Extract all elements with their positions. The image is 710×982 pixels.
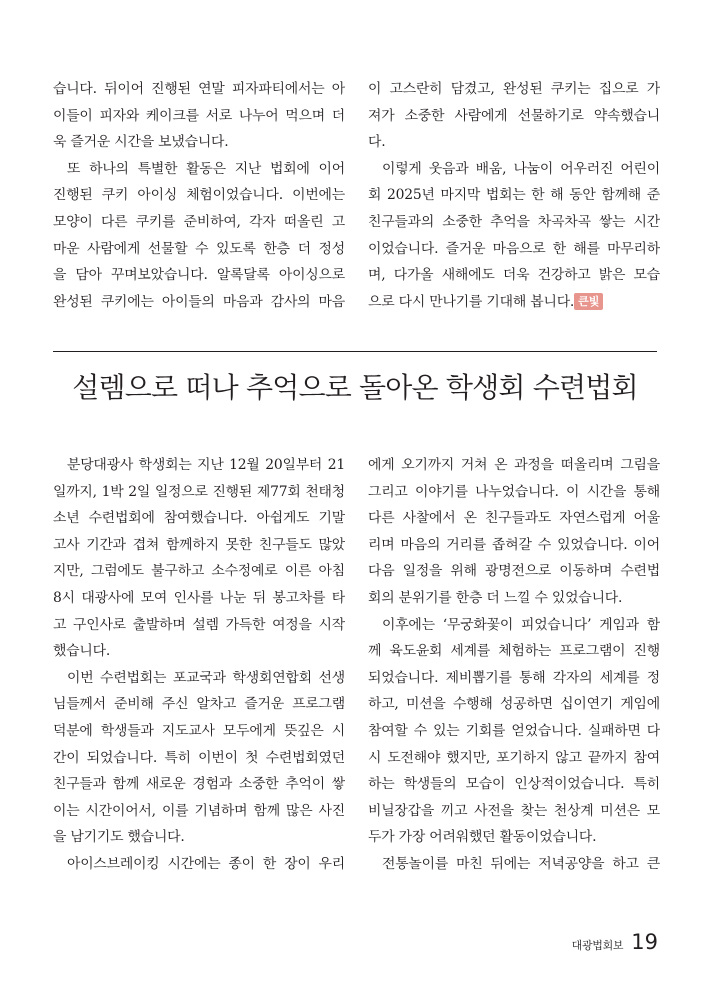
text-line-content: 으로 다시 만나기를 기대해 봅니다. <box>368 293 575 310</box>
text-line: 두가 가장 어려워했던 활동이었습니다. <box>368 829 597 846</box>
text-line: 습니다. 뒤이어 진행된 연말 피자파티에서는 아 <box>53 81 345 97</box>
text-line: 참여할 수 있는 기회를 얻었습니다. 실패하면 다 <box>368 722 660 739</box>
text-line: 회 2025년 마지막 법회는 한 해 동안 함께해 준 <box>368 187 660 204</box>
text-line: 다. <box>368 134 386 151</box>
text-line: 을 남기기도 했습니다. <box>53 829 185 846</box>
text-line: 이 고스란히 담겼고, 완성된 쿠키는 집으로 가 <box>368 81 660 97</box>
page-footer <box>572 930 658 960</box>
text-line: 또 하나의 특별한 활동은 지난 법회에 이어 <box>67 160 345 177</box>
text-line: 시 도전해야 했지만, 포기하지 않고 끝까지 참여 <box>368 749 660 766</box>
text-line: 완성된 쿠키에는 아이들의 마음과 감사의 마음 <box>53 293 345 310</box>
text-line: 소년 수련법회에 참여했습니다. 아쉽게도 기말 <box>53 510 345 527</box>
text-line: 다음 일정을 위해 광명전으로 이동하며 수련법 <box>368 563 660 580</box>
text-line: 모양이 다른 쿠키를 준비하여, 각자 떠올린 고 <box>53 213 345 230</box>
text-line: 친구들과 함께 새로운 경험과 소중한 추억이 쌓 <box>53 776 345 793</box>
text-line: 분당대광사 학생회는 지난 12월 20일부터 21 <box>67 457 345 473</box>
text-line: 비닐장갑을 끼고 사전을 찾는 천상계 미션은 모 <box>368 802 660 819</box>
text-line: 욱 즐거운 시간을 보냈습니다. <box>53 134 229 151</box>
text-line: 며, 다가올 새해에도 더욱 건강하고 밝은 모습 <box>368 267 660 284</box>
text-line: 간이 되었습니다. 특히 이번이 첫 수련법회였던 <box>53 749 345 766</box>
text-line: 에게 오기까지 거쳐 온 과정을 떠올리며 그림을 <box>368 457 660 473</box>
end-mark-badge: 큰빛 <box>574 293 603 310</box>
text-line: 친구들과의 소중한 추억을 차곡차곡 쌓는 시간 <box>368 213 660 230</box>
text-line: 님들께서 준비해 주신 알차고 즐거운 프로그램 <box>53 696 345 713</box>
section-divider <box>53 351 657 352</box>
text-line: 을 담아 꾸며보았습니다. 알록달록 아이싱으로 <box>53 267 345 284</box>
article-left-column <box>53 452 345 878</box>
publication-name: 대광법회보 <box>571 939 624 952</box>
text-line: 져가 소중한 사람에게 선물하기로 약속했습니 <box>368 107 660 124</box>
text-line: 이렇게 웃음과 배움, 나눔이 어우러진 어린이 <box>382 160 660 177</box>
text-line: 하고, 미션을 수행해 성공하면 십이연기 게임에 <box>368 696 660 713</box>
article-right-column <box>368 452 660 878</box>
text-line: 이는 시간이어서, 이를 기념하며 함께 많은 사진 <box>53 802 345 819</box>
text-line: 이들이 피자와 케이크를 서로 나누어 먹으며 더 <box>53 107 345 124</box>
text-line <box>368 289 660 316</box>
article-title: 설렘으로 떠나 추억으로 돌아온 학생회 수련법회 <box>72 371 638 404</box>
text-line: 이후에는 ‘무궁화꽃이 피었습니다’ 게임과 함 <box>382 616 660 633</box>
text-line: 지만, 그럼에도 불구하고 소수정예로 이른 아침 <box>53 563 345 580</box>
text-line: 고사 기간과 겹쳐 함께하지 못한 친구들도 많았 <box>53 536 345 553</box>
text-line: 리며 마음의 거리를 좁혀갈 수 있었습니다. 이어 <box>368 536 660 553</box>
text-line: 이었습니다. 즐거운 마음으로 한 해를 마무리하 <box>368 240 660 257</box>
text-line: 되었습니다. 제비뽑기를 통해 각자의 세계를 정 <box>368 669 660 686</box>
top-left-column <box>53 76 345 315</box>
text-line: 8시 대광사에 모여 인사를 나눈 뒤 봉고차를 타 <box>53 589 345 606</box>
text-line: 진행된 쿠키 아이싱 체험이었습니다. 이번에는 <box>53 187 345 204</box>
text-line: 하는 학생들의 모습이 인상적이었습니다. 특히 <box>368 776 660 793</box>
text-line: 아이스브레이킹 시간에는 종이 한 장이 우리 <box>67 855 345 872</box>
text-line: 그리고 이야기를 나누었습니다. 이 시간을 통해 <box>368 483 660 500</box>
text-line: 다른 사찰에서 온 친구들과도 자연스럽게 어울 <box>368 510 660 527</box>
text-line: 고 구인사로 출발하며 설렘 가득한 여정을 시작 <box>53 616 345 633</box>
text-line: 마운 사람에게 선물할 수 있도록 한층 더 정성 <box>53 240 345 257</box>
top-right-column <box>368 76 660 315</box>
text-line: 덕분에 학생들과 지도교사 모두에게 뜻깊은 시 <box>53 722 345 739</box>
text-line: 이번 수련법회는 포교국과 학생회연합회 선생 <box>67 669 345 686</box>
text-line: 께 육도윤회 세계를 체험하는 프로그램이 진행 <box>368 643 660 660</box>
text-line: 회의 분위기를 한층 더 느낄 수 있었습니다. <box>368 589 623 606</box>
text-line: 일까지, 1박 2일 일정으로 진행된 제77회 천태청 <box>53 483 345 500</box>
text-line: 전통놀이를 마친 뒤에는 저녁공양을 하고 큰 <box>382 855 660 872</box>
text-line: 했습니다. <box>53 643 111 660</box>
page-number: 19 <box>631 930 658 954</box>
